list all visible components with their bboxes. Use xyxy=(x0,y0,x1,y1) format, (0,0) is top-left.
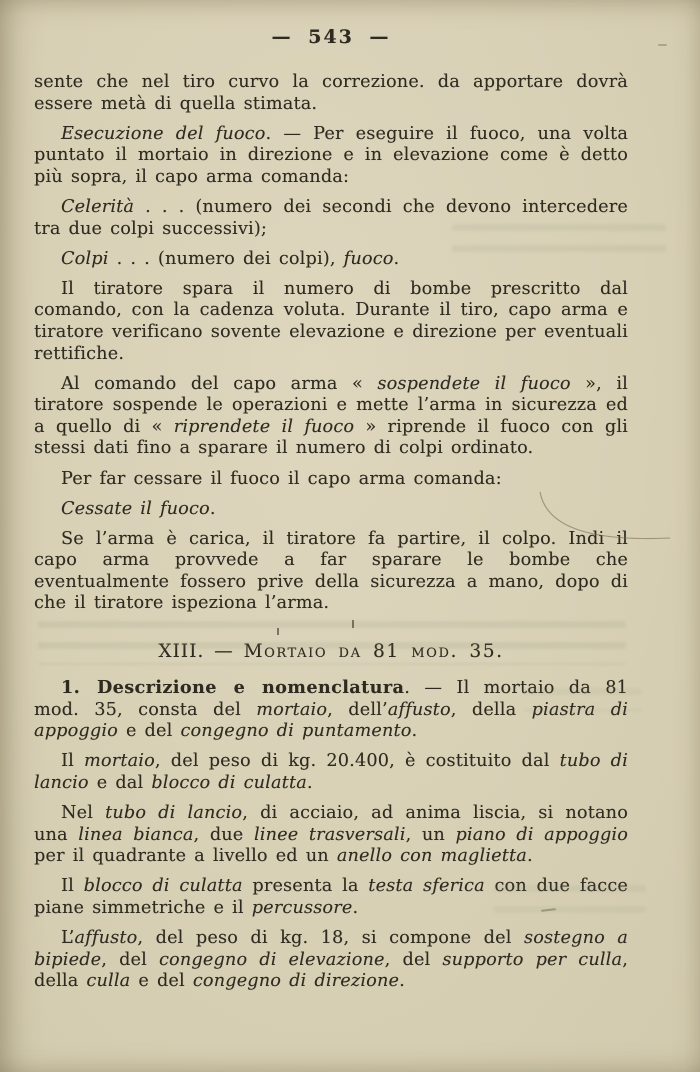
text-run: affusto xyxy=(387,699,451,720)
text-run: . — Per eseguire il fuoco, una volta puntato il mortaio in direzione e in elevazione come è detto più sopra, il capo arma comanda: xyxy=(34,123,629,187)
paragraph xyxy=(34,469,628,491)
text-run: congegno di direzione xyxy=(192,971,400,992)
paragraph xyxy=(34,751,628,794)
text-run: Se l’arma è carica, il tiratore fa partire, il colpo. Indi il capo arma provvede a far sparare le bombe che eventualmente fossero prive della sicurezza a mano, dopo di che il tiratore ispeziona l’arma. xyxy=(34,528,628,614)
text-run: . xyxy=(352,897,359,918)
text-run: », il tiratore sospende le operazioni e mette l’arma in sicurezza ed a quello di « xyxy=(34,373,628,437)
text-run: . . . (numero dei secondi che devono intercedere tra due colpi successivi); xyxy=(34,196,628,239)
text-run: . xyxy=(411,721,418,742)
text-run: » riprende il fuoco con gli stessi dati fino a sparare il numero di colpi ordinato. xyxy=(34,416,628,459)
text-run: , del peso di kg. 18, si compone del xyxy=(137,928,524,948)
text-run: . . . (numero dei colpi), xyxy=(108,248,344,269)
paragraph xyxy=(34,374,628,460)
paragraph xyxy=(34,197,628,240)
ink-speck xyxy=(658,44,667,46)
text-run: fuoco xyxy=(343,248,394,269)
text-run: Nel xyxy=(61,803,106,824)
text-run: . xyxy=(393,248,400,269)
text-run: mortaio xyxy=(84,751,155,772)
text-run: , del xyxy=(384,949,443,970)
text-run: linee trasversali xyxy=(253,824,406,845)
text-run: , di acciaio, ad anima liscia, si notano una xyxy=(34,803,628,845)
text-run: , della xyxy=(34,949,628,992)
text-run: Celerità xyxy=(61,196,135,217)
text-run: . xyxy=(209,498,216,519)
text-run: e del xyxy=(130,971,193,992)
text-column xyxy=(34,26,628,993)
paragraph xyxy=(34,803,628,868)
paragraph xyxy=(34,249,628,271)
text-run: percussore xyxy=(251,897,353,918)
paragraph xyxy=(34,499,628,521)
text-run: Colpi xyxy=(61,248,109,269)
paragraph xyxy=(34,928,628,993)
paragraph xyxy=(34,677,628,743)
text-run: congegno di puntamento xyxy=(180,721,412,742)
text-run: blocco di culatta xyxy=(83,876,243,897)
text-run: tubo di lancio xyxy=(105,803,243,824)
text-run: . — Il mortaio da 81 mod. 35, consta del xyxy=(34,678,628,720)
page-number-header: — 543 — xyxy=(271,26,391,48)
text-run: Esecuzione del fuoco xyxy=(61,123,266,144)
text-run: presenta la xyxy=(242,876,369,897)
text-run: Mortaio da 81 mod. 35. xyxy=(243,641,504,663)
text-run: anello con maglietta xyxy=(336,846,527,867)
paragraph xyxy=(34,876,628,919)
text-run: e del xyxy=(117,721,181,742)
text-run: . xyxy=(399,971,405,992)
text-run: , dell’ xyxy=(327,699,388,720)
text-run: supporto per culla xyxy=(442,949,623,970)
text-run: sospendete il fuoco xyxy=(377,373,571,394)
text-run: . xyxy=(306,772,313,793)
text-run: con due facce piane simmetriche e il xyxy=(34,876,628,918)
text-run: per il quadrante a livello ed un xyxy=(34,846,337,867)
text-run: testa sferica xyxy=(368,876,485,897)
text-run: affusto xyxy=(74,928,138,948)
paragraph xyxy=(34,529,628,615)
text-run: Per far cessare il fuoco il capo arma comanda: xyxy=(61,468,502,489)
text-run: blocco di culatta xyxy=(151,772,307,793)
text-run: , del peso di kg. 20.400, è costituito dal xyxy=(154,751,560,772)
text-run: , due xyxy=(193,824,254,845)
text-run: Cessate il fuoco xyxy=(61,498,210,519)
text-run: culla xyxy=(86,971,131,992)
text-run: tubo di lancio xyxy=(34,751,628,793)
text-run: piano di appoggio xyxy=(455,824,629,845)
text-run: , del xyxy=(101,949,159,970)
section-heading xyxy=(34,641,628,662)
text-run: , della xyxy=(450,699,532,720)
text-run: mortaio xyxy=(256,699,328,720)
paragraph xyxy=(34,279,628,365)
text-run: sente che nel tiro curvo la correzione. da apportare dovrà essere metà di quella stimata. xyxy=(34,72,628,114)
text-run: congegno di elevazione xyxy=(159,949,385,970)
paragraph xyxy=(34,72,628,115)
text-run: e dal xyxy=(88,772,152,793)
text-run: 1. Descrizione e nomenclatura xyxy=(61,677,405,699)
paragraph xyxy=(34,124,628,189)
text-run: , un xyxy=(405,824,456,845)
text-run: Il xyxy=(61,751,85,772)
text-run: Il tiratore spara il numero di bombe prescritto dal comando, con la cadenza voluta. Durante il tiro, capo arma e tiratore verificano sovente elevazione e direzione per eventuali rettifiche. xyxy=(34,278,628,364)
text-run: . xyxy=(527,846,533,867)
text-run: Il xyxy=(61,876,84,897)
text-run: Al comando del capo arma « xyxy=(61,373,378,394)
text-run: riprendete il fuoco xyxy=(173,416,355,437)
text-run: L’ xyxy=(61,928,75,948)
text-run: piastra di appoggio xyxy=(34,699,628,742)
text-run: sostegno a bipiede xyxy=(34,928,628,970)
text-run: XIII. — xyxy=(158,641,244,663)
text-run: linea bianca xyxy=(78,824,194,845)
